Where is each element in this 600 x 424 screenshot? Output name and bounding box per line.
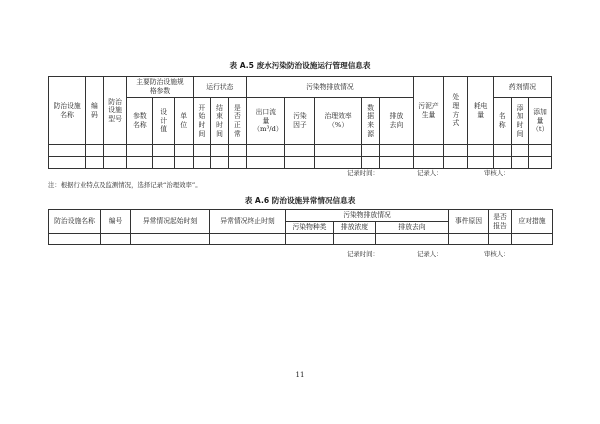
th-start-time: 开始时间 (193, 98, 211, 145)
th-a6-pollutant-discharge: 污染物排放情况 (286, 210, 449, 222)
th-facility-model: 防治设施型号 (103, 77, 127, 145)
a5-record-time-label: 记录时间： (347, 169, 379, 177)
th-design-value: 设计值 (153, 98, 175, 145)
th-is-normal: 是否正常 (228, 98, 247, 145)
th-discharge-destination: 排放去向 (380, 98, 413, 145)
th-param-name: 参数名称 (127, 98, 153, 145)
th-run-status: 运行状态 (193, 77, 247, 98)
th-data-source: 数据来源 (361, 98, 380, 145)
th-concentration: 排放浓度 (334, 222, 376, 234)
th-treatment-method: 处理方式 (444, 77, 468, 145)
a5-reviewer-label: 审核人： (484, 169, 510, 177)
th-add-time: 添加时间 (511, 98, 529, 145)
th-response-measures: 应对措施 (512, 210, 553, 234)
a6-reviewer-label: 审核人： (484, 250, 510, 258)
th-event-reason: 事件原因 (449, 210, 489, 234)
th-a6-discharge-destination: 排放去向 (376, 222, 449, 234)
th-spec-params: 主要防治设施规格参数 (127, 77, 193, 98)
th-a6-code: 编号 (101, 210, 131, 234)
table-row (49, 145, 552, 157)
th-unit: 单位 (174, 98, 193, 145)
th-chem-name: 名称 (494, 98, 512, 145)
th-code: 编码 (86, 77, 104, 145)
th-pollutant-type: 污染物种类 (286, 222, 334, 234)
th-sludge: 污泥产生量 (413, 77, 444, 145)
th-chemicals: 药剂情况 (494, 77, 552, 98)
table-row (49, 234, 553, 245)
th-pollutant-factor: 污染因子 (285, 98, 315, 145)
a6-recorder-label: 记录人： (417, 250, 443, 258)
table-row (49, 157, 552, 169)
wastewater-facility-operation-table (48, 76, 552, 169)
th-abnormal-end: 异常情况终止时刻 (210, 210, 286, 234)
table-a6-caption: 表 A.6 防治设施异常情况信息表 (244, 196, 356, 205)
a5-recorder-label: 记录人： (417, 169, 443, 177)
th-a6-facility-name: 防治设施名称 (49, 210, 101, 234)
th-abnormal-start: 异常情况起始时刻 (131, 210, 210, 234)
th-pollutant-discharge: 污染物排放情况 (247, 77, 413, 98)
table-a5-caption: 表 A.5 废水污染防治设施运行管理信息表 (229, 61, 371, 70)
th-treatment-efficiency: 治理效率（%） (315, 98, 361, 145)
facility-abnormal-situation-table (48, 209, 553, 245)
th-is-reported: 是否报告 (489, 210, 512, 234)
a5-footnote: 注：根据行业特点及监测情况，选择记录“治理效率”。 (48, 181, 202, 189)
th-facility-name: 防治设施名称 (49, 77, 86, 145)
th-power: 耗电量 (468, 77, 494, 145)
page-number: 11 (295, 371, 305, 379)
th-add-amount: 添加量（t） (529, 98, 552, 145)
th-outlet-flow: 出口流量（m³/d） (247, 98, 285, 145)
th-end-time: 结束时间 (211, 98, 229, 145)
a6-record-time-label: 记录时间： (347, 250, 379, 258)
